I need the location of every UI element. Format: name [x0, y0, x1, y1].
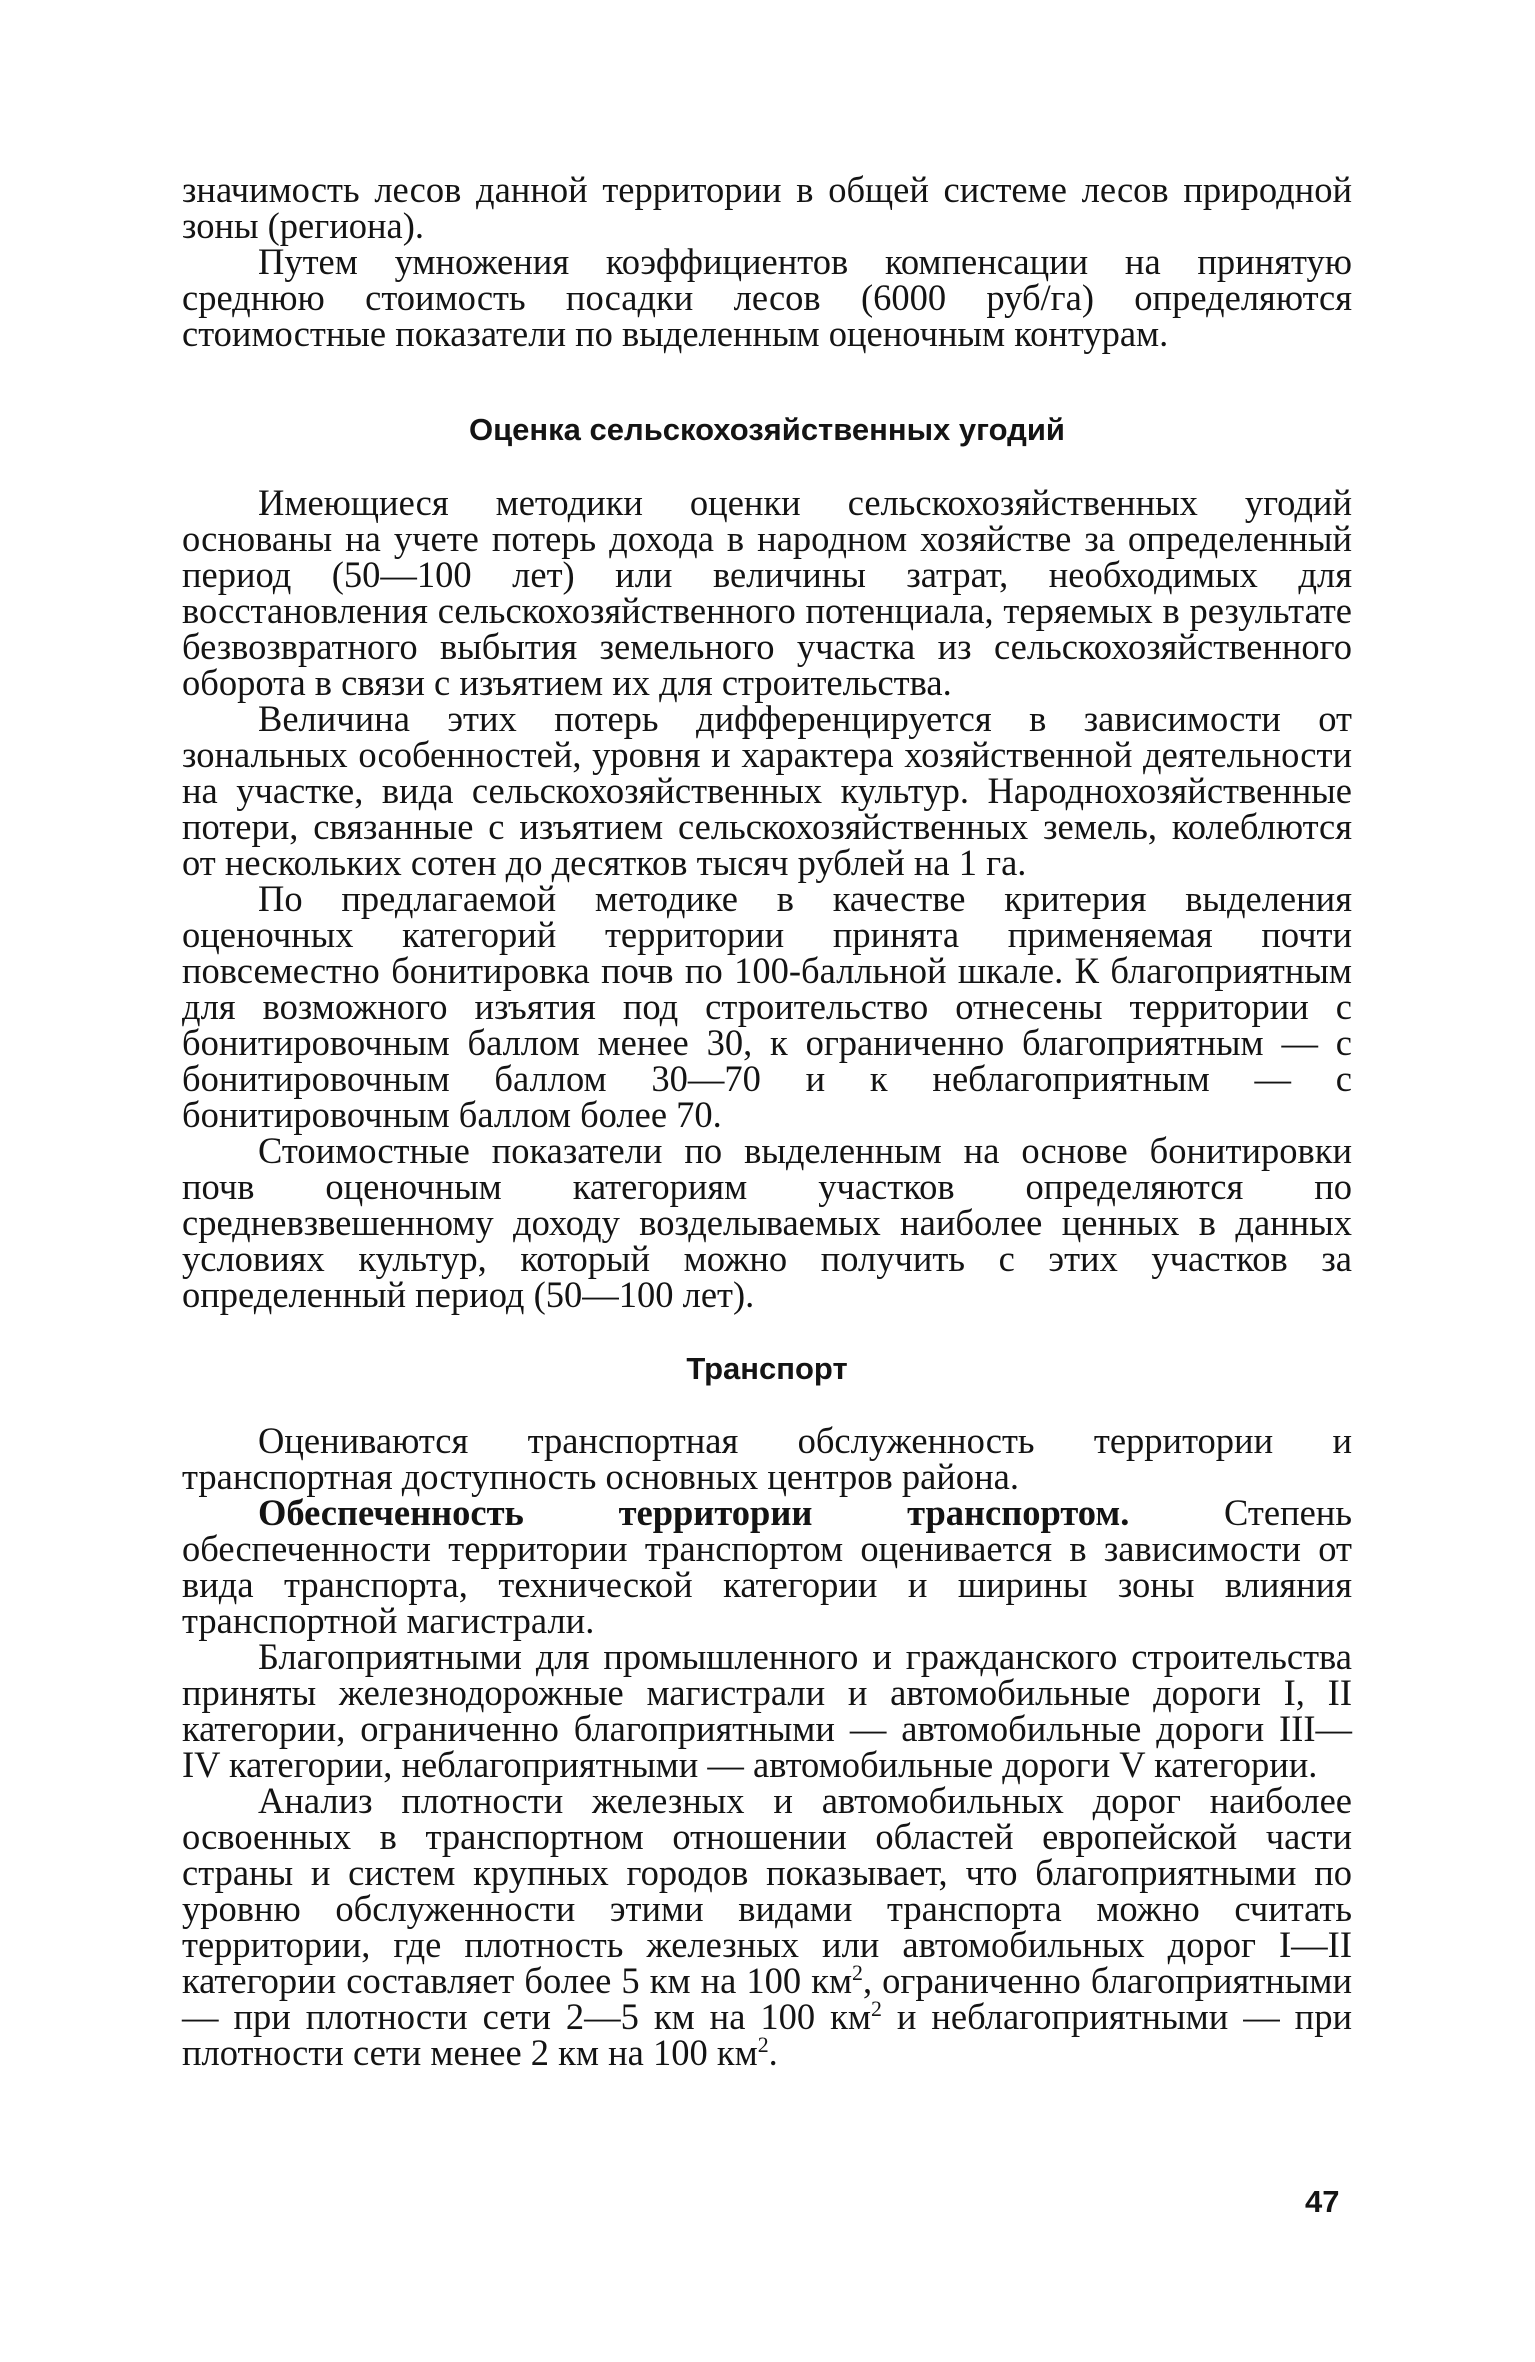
transport-p4-part2: , ограниченно благоприятными — при плотности сети 2—5 км на 100 км [182, 1960, 1352, 2037]
superscript-2: 2 [757, 2031, 769, 2057]
superscript-2: 2 [852, 1959, 863, 1985]
superscript-2: 2 [870, 1995, 882, 2021]
intro-paragraph-2: Путем умножения коэффициентов компенсации на принятую среднюю стоимость посадки лесов (6000 руб/га) определяются стоимостные показатели по выделенным оценочным контурам. [182, 241, 1352, 354]
transport-p4-part3: и неблагоприятными — при плотности сети менее 2 км на 100 км [182, 1996, 1353, 2073]
transport-paragraph-4 [182, 1780, 1353, 2073]
document-page [182, 169, 1353, 2073]
transport-paragraph-2-text: Степень обеспеченности территории транспортом оценивается в зависимости от вида транспорта, технической категории и ширины зоны влияния транспортной магистрали. [182, 1492, 1352, 1641]
section-heading-transport: Транспорт [686, 1351, 848, 1386]
agri-paragraph-3: По предлагаемой методике в качестве критерия выделения оценочных категорий территории принята применяемая почти повсеместно бонитировка почв по 100-балльной шкале. К благоприятным для возможного изъятия под строительство отнесены территории с бонитировочным баллом менее 30, к ограниченно благоприятным — с бонитировочным баллом 30—70 и к неблагоприятным — с бонитировочным баллом более 70. [182, 878, 1352, 1135]
intro-paragraph-1: значимость лесов данной территории в общей системе лесов природной зоны (региона). [182, 169, 1352, 246]
page-number: 47 [1305, 2184, 1340, 2219]
inline-subheading: Обеспеченность территории транспортом. [258, 1492, 1130, 1533]
transport-p4-part4: . [768, 2032, 778, 2073]
transport-paragraph-3: Благоприятными для промышленного и гражданского строительства приняты железнодорожные магистрали и автомобильные дороги I, II категории, ограниченно благоприятными — автомобильные дороги III—IV категории, неблагоприятными — автомобильные дороги V категории. [182, 1636, 1352, 1785]
section-heading-agri: Оценка сельскохозяйственных угодий [469, 412, 1065, 447]
transport-paragraph-2 [182, 1492, 1352, 1641]
transport-paragraph-1: Оцениваются транспортная обслуженность территории и транспортная доступность основных центров района. [182, 1420, 1352, 1497]
transport-p4-part1: Анализ плотности железных и автомобильных дорог наиболее освоенных в транспортном отношении областей европейской части страны и систем крупных городов показывает, что благоприятными по уровню обслуженности этими видами транспорта можно считать территории, где плотность железных или автомобильных дорог I—II категории составляет более 5 км на 100 км [182, 1780, 1352, 2001]
agri-paragraph-2: Величина этих потерь дифференцируется в зависимости от зональных особенностей, уровня и характера хозяйственной деятельности на участке, вида сельскохозяйственных культур. Народнохозяйственные потери, связанные с изъятием сельскохозяйственных земель, колеблются от нескольких сотен до десятков тысяч рублей на 1 га. [182, 698, 1352, 883]
agri-paragraph-1: Имеющиеся методики оценки сельскохозяйственных угодий основаны на учете потерь дохода в народном хозяйстве за определенный период (50—100 лет) или величины затрат, необходимых для восстановления сельскохозяйственного потенциала, теряемых в результате безвозвратного выбытия земельного участка из сельскохозяйственного оборота в связи с изъятием их для строительства. [182, 482, 1352, 703]
agri-paragraph-4: Стоимостные показатели по выделенным на основе бонитировки почв оценочным категориям участков определяются по средневзвешенному доходу возделываемых наиболее ценных в данных условиях культур, который можно получить с этих участков за определенный период (50—100 лет). [182, 1130, 1352, 1315]
